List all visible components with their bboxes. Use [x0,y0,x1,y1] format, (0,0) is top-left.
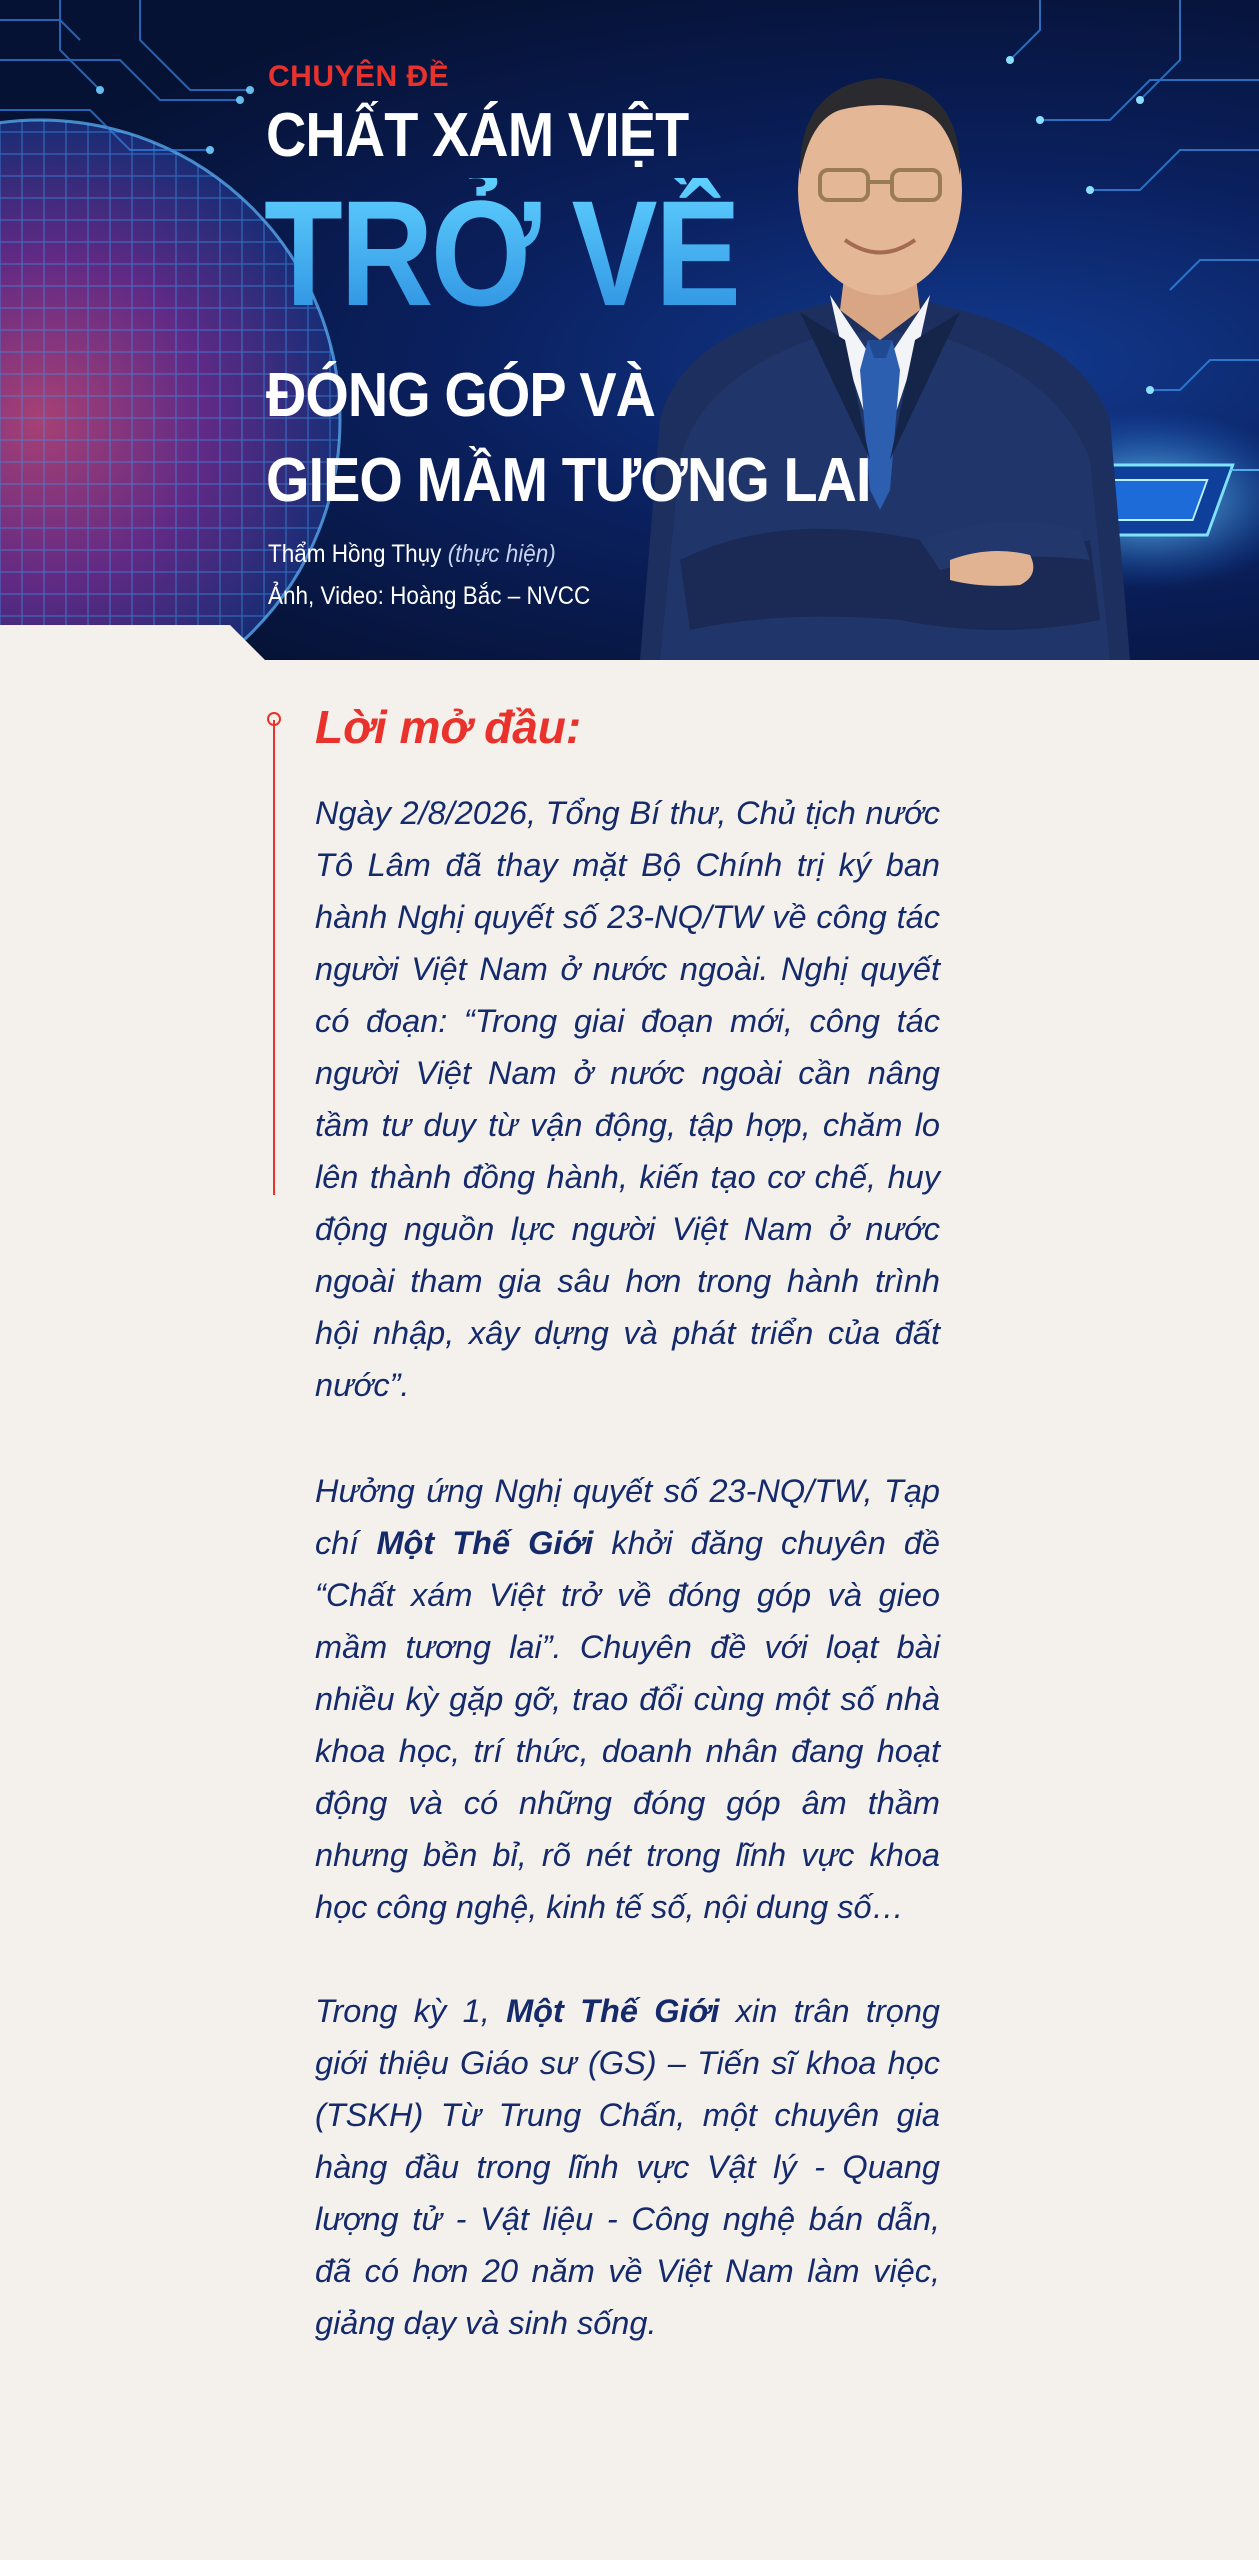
intro-paragraph-1: Ngày 2/8/2026, Tổng Bí thư, Chủ tịch nước Tô Lâm đã thay mặt Bộ Chính trị ký ban hành Nghị quyết số 23-NQ/TW về công tác người Việt Nam ở nước ngoài. Nghị quyết có đoạn: “Trong giai đoạn mới, công tác người Việt Nam ở nước ngoài cần nâng tầm tư duy từ vận động, tập hợp, chăm lo lên thành đồng hành, kiến tạo cơ chế, huy động nguồn lực người Việt Nam ở nước ngoài tham gia sâu hơn trong hành trình hội nhập, xây dựng và phát triển của đất nước”. [315,795,940,1403]
intro-paragraph-2 [315,1465,940,1933]
intro-heading: Lời mở đầu: [315,701,582,753]
accent-line [273,720,275,1195]
p3-brand: Một Thế Giới [506,1993,720,2029]
p3-text-b: xin trân trọng giới thiệu Giáo sư (GS) – Tiến sĩ khoa học (TSKH) Từ Trung Chấn, một chuyên gia hàng đầu trong lĩnh vực Vật lý - Quang lượng tử - Vật liệu - Công nghệ bán dẫn, đã có hơn 20 năm về Việt Nam làm việc, giảng dạy và sinh sống. [315,1993,940,2341]
p2-text-b: khởi đăng chuyên đề “Chất xám Việt trở về đóng góp và gieo mầm tương lai”. Chuyên đề với loạt bài nhiều kỳ gặp gỡ, trao đổi cùng một số nhà khoa học, trí thức, doanh nhân đang hoạt động và có những đóng góp âm thầm nhưng bền bỉ, rõ nét trong lĩnh vực khoa học công nghệ, kinh tế số, nội dung số… [315,1525,941,1925]
intro-paragraph-3 [315,1985,940,2349]
p2-text-a: Hưởng ứng Nghị quyết số 23-NQ/TW, Tạp chí [315,1473,940,1561]
p3-text-a: Trong kỳ 1, [315,1993,507,2029]
series-kicker: CHUYÊN ĐỀ [268,60,450,93]
title-line-4: GIEO MẦM TƯƠNG LAI [266,446,871,515]
author-role: (thực hiện) [447,540,556,568]
title-line-3: ĐÓNG GÓP VÀ [266,361,656,430]
title-line-2: TRỞ VỀ [264,169,739,337]
portrait-photo [620,40,1140,660]
author-name: Thẩm Hồng Thụy [268,540,442,568]
hero-banner [0,0,1259,660]
photo-credit: Ảnh, Video: Hoàng Bắc – NVCC [268,582,591,610]
author-credit [268,540,556,569]
banner-bottom-edge [0,625,1259,660]
title-line-1: CHẤT XÁM VIỆT [266,101,689,170]
p2-brand: Một Thế Giới [376,1525,594,1561]
